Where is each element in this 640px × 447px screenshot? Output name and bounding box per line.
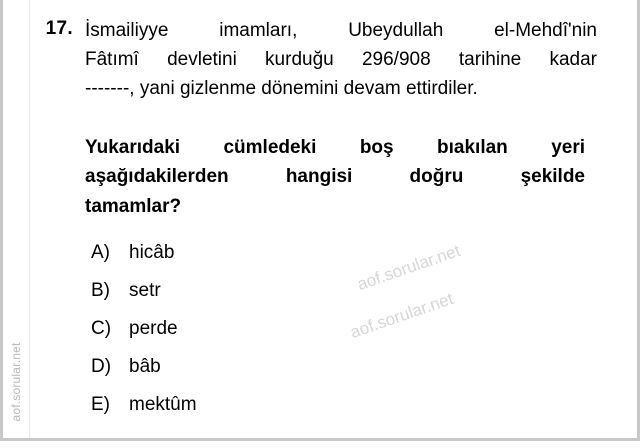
stem-line: İsmailiyye imamları, Ubeydullah el-Mehdî'nin <box>85 20 597 41</box>
option-b[interactable] <box>91 280 511 318</box>
diagonal-watermark-top: aof.sorular.net <box>354 241 463 295</box>
side-watermark: aof.sorular.net <box>9 342 23 422</box>
prompt-line: aşağıdakilerden hangisi doğru şekilde <box>85 166 585 188</box>
question-prompt <box>85 133 585 221</box>
option-text: mektûm <box>129 394 197 415</box>
option-letter: C) <box>91 318 112 339</box>
question-content <box>29 0 637 438</box>
question-number: 17. <box>45 18 73 39</box>
option-letter: A) <box>91 242 110 263</box>
prompt-line: Yukarıdaki cümledeki boş bıakılan yeri <box>85 137 585 158</box>
page-left-margin <box>3 0 30 438</box>
prompt-line: tamamlar? <box>85 195 182 217</box>
option-c[interactable] <box>91 318 511 356</box>
answer-options <box>91 242 511 432</box>
question-stem <box>85 17 597 104</box>
option-text: hicâb <box>129 242 175 263</box>
option-text: setr <box>129 280 161 301</box>
option-letter: B) <box>91 280 110 301</box>
option-letter: E) <box>91 394 110 415</box>
stem-line: -------, yani gizlenme dönemini devam ettirdiler. <box>85 77 478 99</box>
option-letter: D) <box>91 356 112 377</box>
option-a[interactable] <box>91 242 511 280</box>
option-text: perde <box>129 318 178 339</box>
option-d[interactable] <box>91 356 511 394</box>
option-text: bâb <box>129 356 161 377</box>
diagonal-watermark-bottom: aof.sorular.net <box>347 289 456 343</box>
option-e[interactable] <box>91 394 511 432</box>
stem-line: Fâtımî devletini kurduğu 296/908 tarihine kadar <box>85 48 597 70</box>
